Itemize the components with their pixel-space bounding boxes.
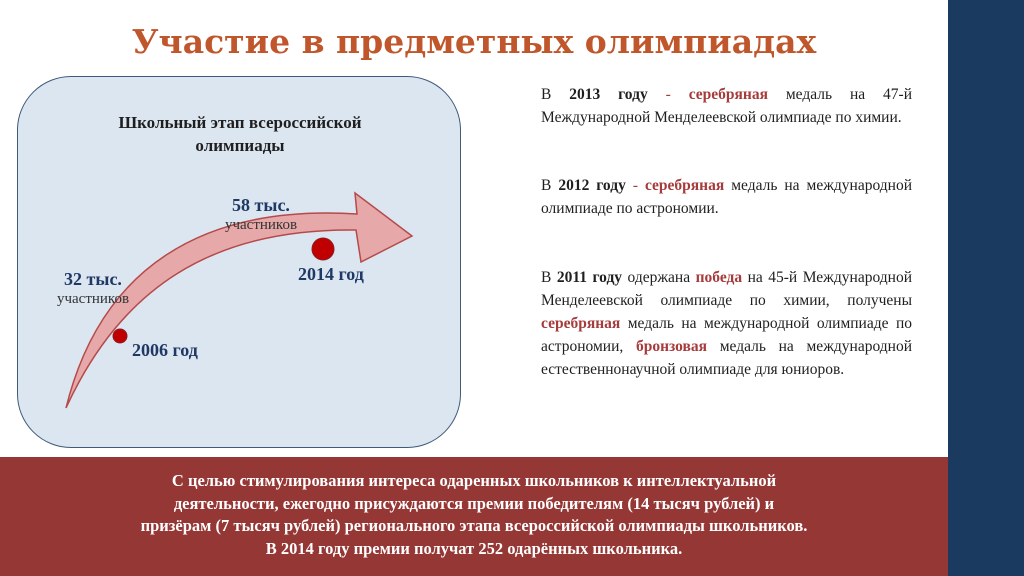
medal-bronze: бронзовая	[635, 338, 708, 355]
start-stat	[28, 268, 158, 309]
footer-line-3: призёрам (7 тысяч рублей) регионального этапа всероссийской олимпиады школьников.	[140, 516, 808, 535]
medal-silver: серебряная	[688, 86, 768, 103]
footer-line-1: С целью стимулирования интереса одаренных школьников к интеллектуальной	[171, 471, 777, 490]
achievement-2012: В 2012 году - серебряная медаль на международной олимпиаде по астрономии.	[541, 177, 912, 217]
end-marker	[312, 238, 334, 260]
end-count: 58 тыс.	[232, 195, 290, 215]
start-count: 32 тыс.	[64, 269, 122, 289]
start-year: 2006 год	[132, 340, 198, 360]
footer-line-2: деятельности, ежегодно присуждаются премии победителям (14 тысяч рублей) и	[173, 493, 775, 513]
panel-title-line-2: олимпиады	[195, 136, 285, 155]
medal-silver: серебряная	[644, 177, 725, 194]
end-stat	[196, 194, 326, 235]
achievement-year: 2013 году	[569, 86, 648, 103]
achievement-year: 2011 году	[556, 269, 623, 286]
medal-silver: серебряная	[541, 315, 621, 332]
right-sidebar-bar	[948, 0, 1024, 576]
end-unit: участников	[224, 217, 298, 233]
panel-title-line-1: Школьный этап всероссийской	[118, 113, 362, 132]
achievement-2013: В 2013 году - серебряная медаль на 47-й Международной Менделеевской олимпиаде по химии.	[541, 86, 913, 126]
achievement-2011: В 2011 году одержана победа на 45-й Международной Менделеевской олимпиаде по химии, получены серебряная медаль на международной олимпиаде по астрономии, бронзовая медаль на международной естественнонаучной олимпиаде для юниоров.	[541, 269, 912, 378]
page-title: Участие в предметных олимпиадах	[131, 22, 817, 61]
start-unit: участников	[56, 291, 130, 307]
footer-banner	[0, 457, 948, 576]
start-marker	[113, 329, 127, 343]
victory-label: победа	[695, 269, 743, 286]
footer-line-4: В 2014 году премии получат 252 одарённых школьника.	[265, 538, 683, 558]
achievement-year: 2012 году	[558, 177, 626, 194]
end-year: 2014 год	[298, 264, 364, 284]
